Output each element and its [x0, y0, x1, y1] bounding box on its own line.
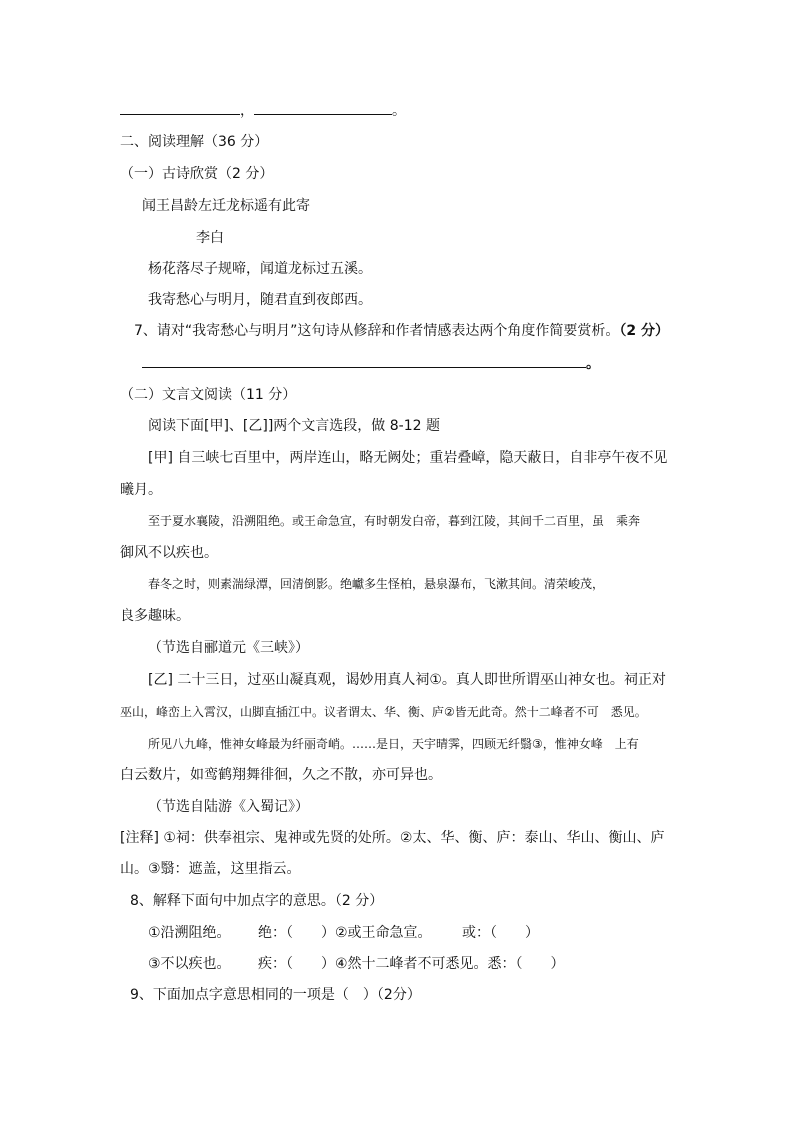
- q8-item-2-blank[interactable]: 或：（ ）: [462, 925, 539, 941]
- answer-blank-2[interactable]: [254, 113, 392, 115]
- jia-source: （节选自郦道元《三峡》）: [148, 640, 309, 656]
- jia-para1-line2: 曦月。: [120, 482, 162, 498]
- jia-para2-line1: 至于夏水襄陵，沿溯阻绝。或王命急宣，有时朝发白帝，暮到江陵，其间千二百里，虽 乘奔: [148, 514, 641, 528]
- comma: ，: [240, 103, 254, 119]
- notes-line1: [注释] ①祠：供奉祖宗、鬼神或先贤的处所。②太、华、衡、庐：泰山、华山、衡山、庐: [120, 830, 665, 846]
- period: 。: [392, 103, 406, 119]
- section2-title: 二、阅读理解（36 分）: [120, 134, 269, 150]
- question-9: 9、下面加点字意思相同的一项是（ ）（2分）: [130, 987, 421, 1003]
- poem-line-2: 我寄愁心与明月，随君直到夜郎西。: [148, 292, 372, 308]
- question-7-points: （2 分）: [619, 323, 670, 339]
- question-8: 8、解释下面句中加点字的意思。（2 分）: [130, 893, 384, 909]
- q8-item-2: 绝：（ ）②或王命急宣。: [258, 925, 432, 941]
- q7-end-period: 。: [586, 356, 600, 372]
- part2-intro: 阅读下面[甲]、[乙]]两个文言选段，做 8-12 题: [148, 418, 440, 434]
- jia-para3-line1: 春冬之时，则素湍绿潭，回清倒影。绝巘多生怪柏，悬泉瀑布，飞漱其间。清荣峻茂，: [148, 577, 605, 591]
- poem-line-1: 杨花落尽子规啼，闻道龙标过五溪。: [148, 261, 372, 277]
- yi-para1-line2: 巫山，峰峦上入霄汉，山脚直插江中。议者谓太、华、衡、庐②皆无此奇。然十二峰者不可 悉见。: [120, 705, 647, 719]
- poem-author: 李白: [196, 230, 224, 246]
- answer-blank-line: [120, 104, 406, 118]
- q8-item-4: 疾：（ ）④然十二峰者不可悉见。悉：（ ）: [258, 956, 565, 972]
- jia-para3-line2: 良多趣味。: [120, 608, 190, 624]
- yi-para1-line1: [乙] 二十三日，过巫山凝真观，谒妙用真人祠①。真人即世所谓巫山神女也。祠正对: [148, 672, 666, 688]
- jia-para1-line1: [甲] 自三峡七百里中，两岸连山，略无阙处；重岩叠嶂，隐天蔽日，自非亭午夜不见: [148, 450, 668, 466]
- notes-line2: 山。③翳：遮盖，这里指云。: [120, 861, 301, 877]
- question-7-answer-line: [142, 357, 600, 371]
- part1-title: （一）古诗欣赏（2 分）: [120, 166, 274, 182]
- part2-title: （二）文言文阅读（11 分）: [120, 387, 297, 403]
- q8-item-1: ①沿溯阻绝。: [148, 925, 231, 941]
- answer-blank-q7[interactable]: [142, 366, 586, 368]
- question-7: [134, 324, 669, 338]
- q8-item-3: ③不以疾也。: [148, 956, 231, 972]
- yi-para2-line2: 白云数片，如鸾鹤翔舞徘徊，久之不散，亦可异也。: [120, 767, 442, 783]
- yi-para2-line1: 所见八九峰，惟神女峰最为纤丽奇峭。……是日，天宇晴霁，四顾无纤翳③，惟神女峰 上有: [148, 737, 639, 751]
- jia-para2-line2: 御风不以疾也。: [120, 545, 218, 561]
- yi-source: （节选自陆游《入蜀记》）: [148, 799, 309, 815]
- poem-title: 闻王昌龄左迁龙标遥有此寄: [142, 198, 310, 214]
- question-7-text: 7、请对“我寄愁心与明月”这句诗从修辞和作者情感表达两个角度作简要赏析。: [134, 323, 620, 339]
- answer-blank-1[interactable]: [120, 113, 240, 115]
